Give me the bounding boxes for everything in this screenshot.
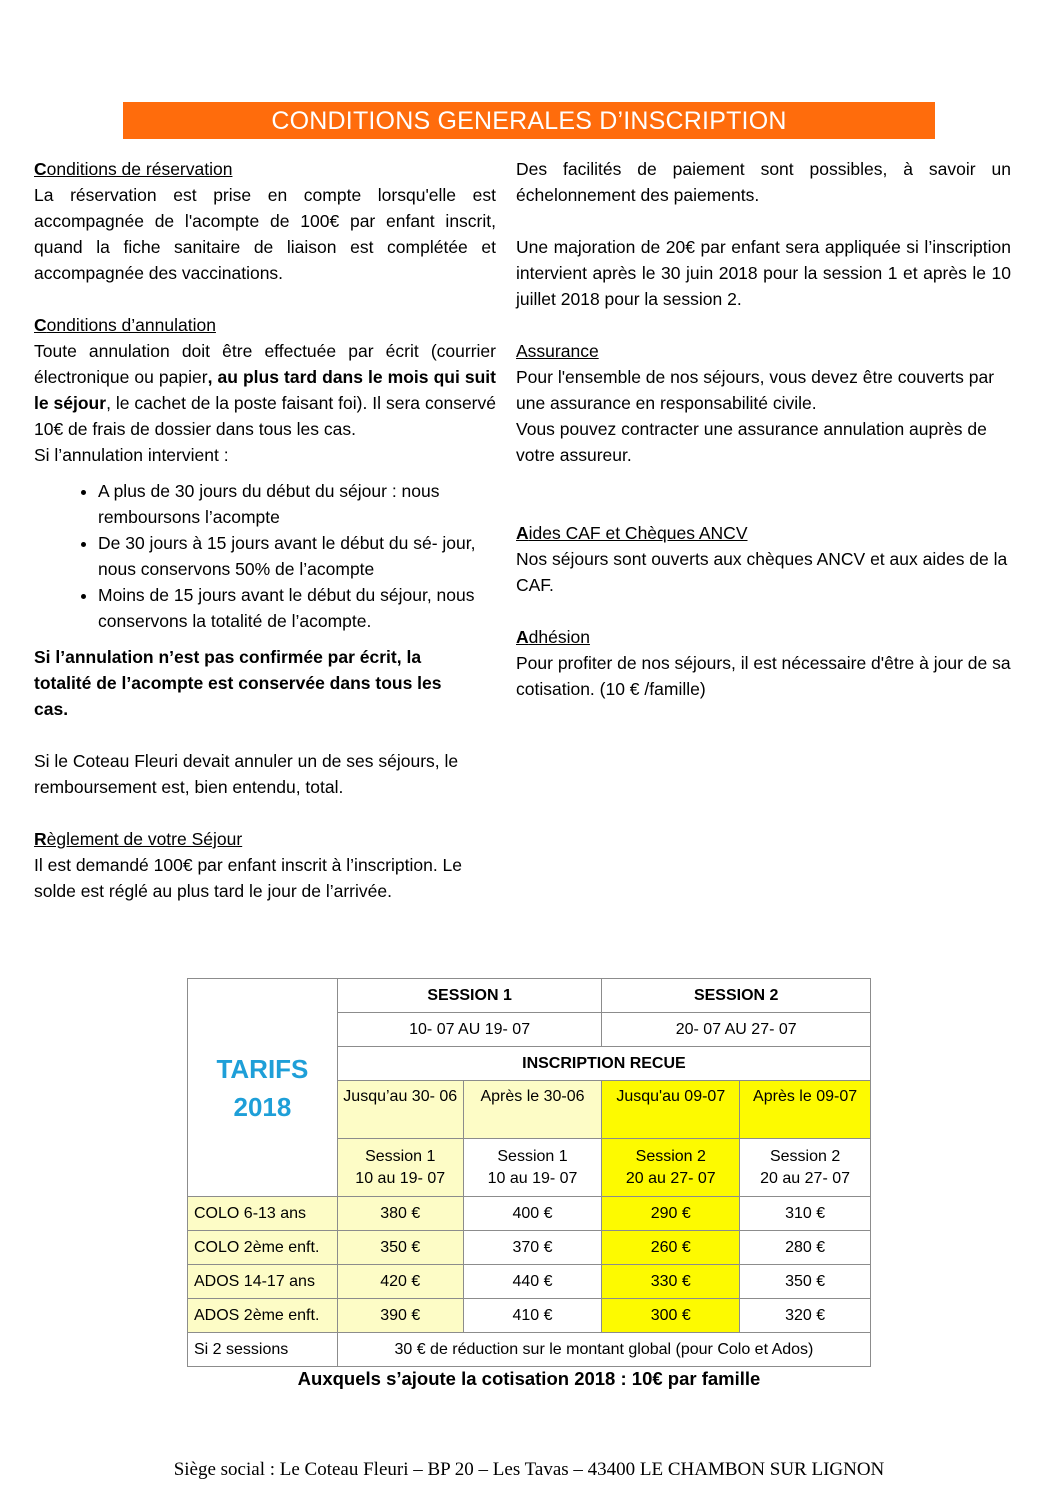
page-title-banner [123,102,935,139]
page-footer: Siège social : Le Coteau Fleuri – BP 20 – Les Tavas – 43400 LE CHAMBON SUR LIGNON [173,1459,885,1480]
aides-text: Nos séjours sont ouverts aux chèques ANCV et aux aides de la CAF. [516,549,1008,595]
price-cell: 280 € [740,1231,871,1265]
section-heading-adhesion: Adhésion [516,627,590,647]
price-cell: 400 € [463,1197,602,1231]
reservation-text: La réservation est prise en compte lorsqu'elle est accompagnée de l'acompte de 100€ par enfant inscrit, quand la fiche sanitaire de liaison est complétée et accompagnée des vaccinations. [34,185,496,283]
session1-dates: 10- 07 AU 19- 07 [337,1013,602,1047]
price-cell: 320 € [740,1299,871,1333]
price-cell: 410 € [463,1299,602,1333]
annulation-list [34,478,496,634]
row-label: COLO 6-13 ans [188,1197,338,1231]
annulation-intro: Si l’annulation intervient : [34,445,229,465]
price-cell: 260 € [602,1231,740,1265]
page-title: CONDITIONS GENERALES D’INSCRIPTION [271,107,787,135]
row-label: ADOS 14-17 ans [188,1265,338,1299]
price-cell: 300 € [602,1299,740,1333]
section-heading-reservation: Conditions de réservation [34,159,233,179]
section-heading-reglement: Règlement de votre Séjour [34,829,243,849]
price-cell: 310 € [740,1197,871,1231]
period-header: Après le 30-06 [463,1081,602,1139]
section-heading-assurance: Assurance [516,341,599,361]
majoration-text: Une majoration de 20€ par enfant sera appliquée si l’inscription intervient après le 30 juin 2018 pour la session 1 et après le 10 juillet 2018 pour la session 2. [516,237,1011,309]
session2-dates: 20- 07 AU 27- 07 [602,1013,871,1047]
list-item: • De 30 jours à 15 jours avant le début du sé- jour, nous conservons 50% de l’acompte [98,530,496,582]
session-subheader: Session 1 10 au 19- 07 [463,1139,602,1197]
price-cell: 350 € [740,1265,871,1299]
price-cell: 380 € [337,1197,463,1231]
assurance-text-1: Pour l'ensemble de nos séjours, vous devez être couverts par une assurance en responsabilité civile. [516,367,995,413]
left-column [34,156,496,904]
period-header: Jusqu'au 09-07 [602,1081,740,1139]
table-row [188,1299,871,1333]
price-cell: 330 € [602,1265,740,1299]
right-column [516,156,1011,702]
list-item: • Moins de 15 jours avant le début du séjour, nous conservons la totalité de l’acompte. [98,582,496,634]
table-row [188,1231,871,1265]
adhesion-text: Pour profiter de nos séjours, il est nécessaire d'être à jour de sa cotisation. (10 € /famille) [516,653,1011,699]
tarifs-title: TARIFS 2018 [188,979,338,1197]
table-row [188,1333,871,1367]
assurance-text-2: Vous pouvez contracter une assurance annulation auprès de votre assureur. [516,419,987,465]
price-cell: 350 € [337,1231,463,1265]
session-subheader: Session 2 20 au 27- 07 [602,1139,740,1197]
annulation-warning: Si l’annulation n’est pas confirmée par écrit, la totalité de l’acompte est conservée dans tous les cas. [34,647,442,719]
inscription-header: INSCRIPTION RECUE [337,1047,870,1081]
price-cell: 420 € [337,1265,463,1299]
row-label: COLO 2ème enft. [188,1231,338,1265]
two-sessions-discount: 30 € de réduction sur le montant global (pour Colo et Ados) [337,1333,870,1367]
row-label: Si 2 sessions [188,1333,338,1367]
tarifs-table [187,978,871,1367]
session1-header: SESSION 1 [337,979,602,1013]
reglement-text: Il est demandé 100€ par enfant inscrit à l’inscription. Le solde est réglé au plus tard le jour de l’arrivée. [34,855,463,901]
session2-header: SESSION 2 [602,979,871,1013]
period-header: Jusqu’au 30- 06 [337,1081,463,1139]
table-row [188,1265,871,1299]
coteau-cancel-text: Si le Coteau Fleuri devait annuler un de ses séjours, le remboursement est, bien entendu, total. [34,751,459,797]
period-header: Après le 09-07 [740,1081,871,1139]
cotisation-note: Auxquels s’ajoute la cotisation 2018 : 10€ par famille [297,1368,761,1389]
price-cell: 370 € [463,1231,602,1265]
price-cell: 390 € [337,1299,463,1333]
price-cell: 290 € [602,1197,740,1231]
row-label: ADOS 2ème enft. [188,1299,338,1333]
list-item: • A plus de 30 jours du début du séjour : nous remboursons l’acompte [98,478,496,530]
annulation-text: Toute annulation doit être effectuée par écrit (courrier électronique ou papier, au plus tard dans le mois qui suit le séjour, le cachet de la poste faisant foi). Il sera conservé 10€ de frais de dossier dans tous les cas. [34,341,496,439]
section-heading-annulation: Conditions d’annulation [34,315,216,335]
section-heading-aides: Aides CAF et Chèques ANCV [516,523,748,543]
table-row [188,1197,871,1231]
session-subheader: Session 2 20 au 27- 07 [740,1139,871,1197]
price-cell: 440 € [463,1265,602,1299]
facilites-text: Des facilités de paiement sont possibles, à savoir un échelonnement des paiements. [516,159,1011,205]
session-subheader: Session 1 10 au 19- 07 [337,1139,463,1197]
